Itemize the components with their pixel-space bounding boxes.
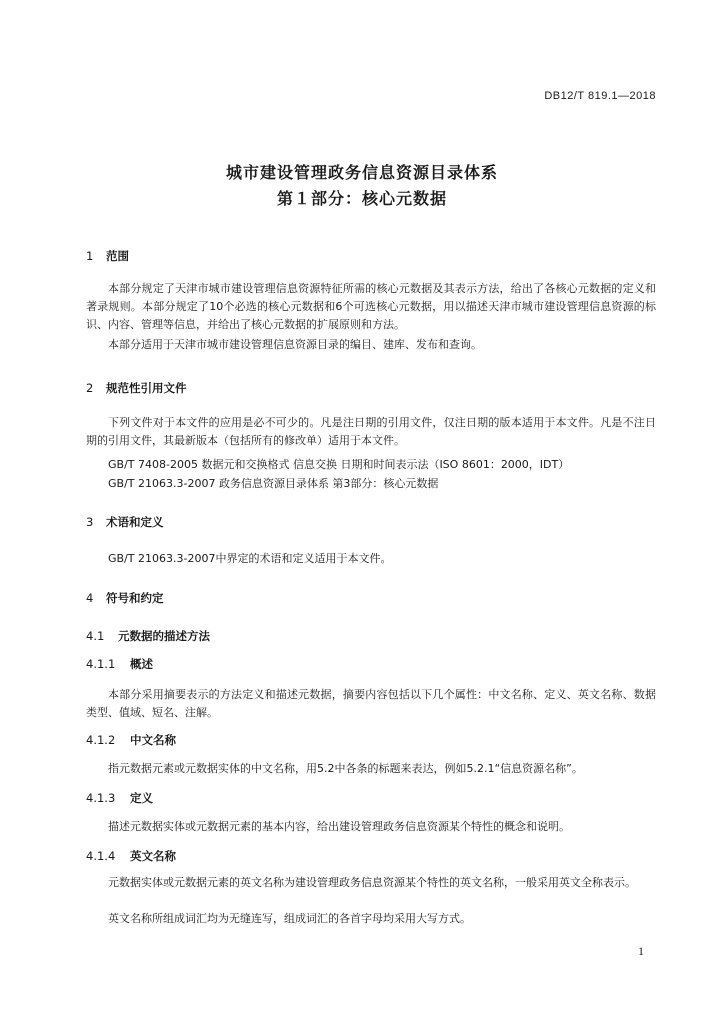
section-4-1-2-paragraph: 指元数据元素或元数据实体的中文名称，用5.2中各条的标题来表达，例如5.2.1“信息资源名称”。 bbox=[108, 762, 583, 775]
section-1-paragraph-2: 本部分适用于天津市城市建设管理信息资源目录的编目、建库、发布和查询。 bbox=[108, 338, 482, 351]
standard-code: DB12/T 819.1—2018 bbox=[544, 90, 656, 102]
normative-reference-2: GB/T 21063.3-2007 政务信息资源目录体系 第3部分：核心元数据 bbox=[108, 477, 439, 490]
section-4-heading bbox=[86, 590, 164, 606]
section-title: 元数据的描述方法 bbox=[118, 629, 210, 643]
section-number: 4.1 bbox=[86, 629, 105, 643]
section-1-paragraph-1: 本部分规定了天津市城市建设管理信息资源特征所需的核心元数据及其表示方法，给出了各核心元数据的定义和著录规则。本部分规定了10个必选的核心元数据和6个可选核心元数据，用以描述天津市城市建设管理信息资源的标识、内容、管理等信息，并给出了核心元数据的扩展原则和方法。 bbox=[86, 282, 656, 331]
section-4-1-4-paragraph-1: 元数据实体或元数据元素的英文名称为建设管理政务信息资源某个特性的英文名称，一般采用英文全称表示。 bbox=[108, 876, 636, 889]
section-title: 英文名称 bbox=[130, 849, 176, 863]
section-4-1-3-paragraph: 描述元数据实体或元数据元素的基本内容，给出建设管理政务信息资源某个特性的概念和说明。 bbox=[108, 820, 570, 833]
section-4-1-1-heading bbox=[86, 656, 153, 672]
normative-reference-1: GB/T 7408-2005 数据元和交换格式 信息交换 日期和时间表示法（ISO 8601：2000，IDT） bbox=[108, 458, 570, 471]
section-title: 符号和约定 bbox=[106, 591, 164, 605]
section-1-heading bbox=[86, 248, 129, 264]
section-4-1-4-paragraph-2: 英文名称所组成词汇均为无缝连写，组成词汇的各首字母均采用大写方式。 bbox=[108, 912, 471, 925]
section-number: 3 bbox=[86, 515, 94, 529]
section-title: 定义 bbox=[130, 791, 153, 805]
section-3-paragraph-1: GB/T 21063.3-2007中界定的术语和定义适用于本文件。 bbox=[108, 552, 392, 565]
section-title: 范围 bbox=[106, 249, 129, 263]
section-title: 中文名称 bbox=[130, 733, 176, 747]
section-number: 4.1.3 bbox=[86, 791, 116, 805]
section-number: 4.1.1 bbox=[86, 657, 116, 671]
section-number: 2 bbox=[86, 381, 94, 395]
section-number: 1 bbox=[86, 249, 94, 263]
section-2-heading bbox=[86, 380, 187, 396]
section-number: 4.1.4 bbox=[86, 849, 116, 863]
section-4-1-3-heading bbox=[86, 790, 153, 806]
section-3-heading bbox=[86, 514, 164, 530]
section-title: 术语和定义 bbox=[106, 515, 164, 529]
section-4-1-4-heading bbox=[86, 848, 176, 864]
section-title: 概述 bbox=[130, 657, 153, 671]
section-2-paragraph-1: 下列文件对于本文件的应用是必不可少的。凡是注日期的引用文件，仅注日期的版本适用于本文件。凡是不注日期的引用文件，其最新版本（包括所有的修改单）适用于本文件。 bbox=[86, 416, 656, 447]
section-title: 规范性引用文件 bbox=[106, 381, 187, 395]
section-number: 4.1.2 bbox=[86, 733, 116, 747]
section-4-1-1-paragraph: 本部分采用摘要表示的方法定义和描述元数据，摘要内容包括以下几个属性：中文名称、定义、英文名称、数据类型、值域、短名、注解。 bbox=[86, 688, 656, 719]
section-number: 4 bbox=[86, 591, 94, 605]
section-4-1-2-heading bbox=[86, 732, 176, 748]
section-4-1-heading bbox=[86, 628, 210, 644]
page-number: 1 bbox=[638, 944, 644, 958]
document-title-line2: 第１部分：核心元数据 bbox=[276, 189, 447, 208]
document-title-line1: 城市建设管理政务信息资源目录体系 bbox=[225, 163, 498, 182]
